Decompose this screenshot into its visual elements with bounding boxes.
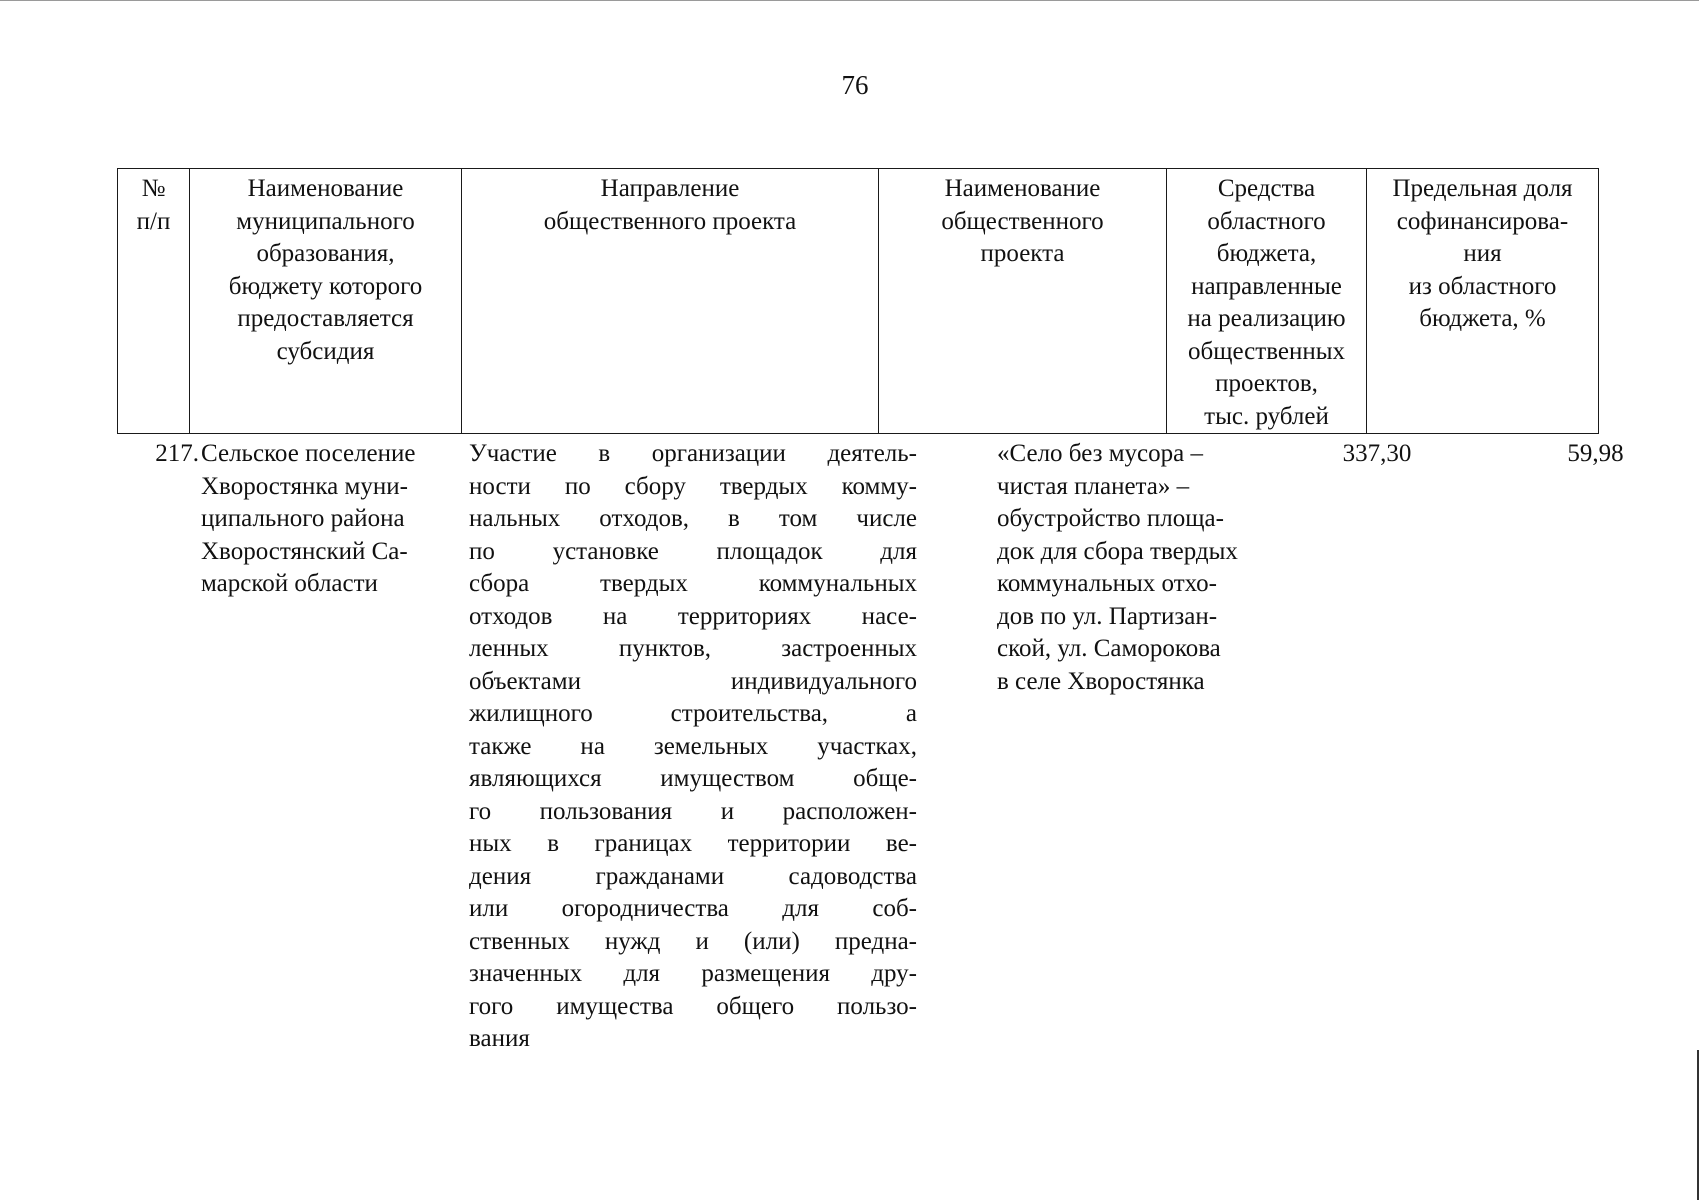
direction-line: отходов на территориях насе- [469,602,917,630]
row-number: 217. [155,440,199,467]
row-direction [117,438,1017,1056]
direction-line: дения гражданами садоводства [469,862,917,890]
page-number: 76 [841,70,869,100]
direction-line: ленных пунктов, застроенных [469,635,917,662]
direction-line: Участие в организации деятель- [469,440,917,467]
header-cell-direction: Направление общественного проекта [462,169,879,434]
direction-line: жилищного строительства, а [469,700,917,727]
header-row [118,169,1599,434]
direction-line: нальных отходов, в том числе [469,505,917,532]
header-cell-municipality: Наименование муниципального образования, бюджету которого предоставляется субсидия [190,169,462,434]
direction-line: го пользования и расположен- [469,797,917,825]
direction-line: значенных для размещения дру- [469,960,917,987]
direction-line: сбора твердых коммунальных [469,570,917,597]
scan-top-edge [0,0,1699,1]
header-cell-number: № п/п [118,169,190,434]
header-cell-funds: Средства областного бюджета, направленные на реализацию общественных проектов, тыс. рублей [1167,169,1367,434]
row-funds: 337,30 [1342,440,1412,467]
row-share: 59,98 [1567,440,1624,467]
row-municipality: Сельское поселение Хворостянка муни- ципального района Хворостянский Са- марской области [201,440,416,597]
header-cell-share: Предельная доля софинансирова- ния из областного бюджета, % [1367,169,1599,434]
row-project-name: «Село без мусора – чистая планета» – обустройство площа- док для сбора твердых коммунальных отхо- дов по ул. Партизан- ской, ул. Саморокова в селе Хворостянка [997,440,1238,695]
direction-line: или огородничества для соб- [469,895,917,922]
direction-line: гого имущества общего пользо- [469,992,917,1020]
direction-line: являющихся имуществом обще- [469,765,917,792]
table-row [117,438,1624,1078]
direction-line: вания [469,1025,530,1052]
table-header [117,168,1599,434]
direction-line: ных в границах территории ве- [469,830,917,857]
direction-line: объектами индивидуального [469,667,917,695]
direction-line: ственных нужд и (или) предна- [469,927,917,955]
header-cell-project-name: Наименование общественного проекта [879,169,1167,434]
direction-line: также на земельных участках, [469,732,917,760]
direction-line: по установке площадок для [469,537,917,565]
direction-line: ности по сбору твердых комму- [469,472,917,500]
